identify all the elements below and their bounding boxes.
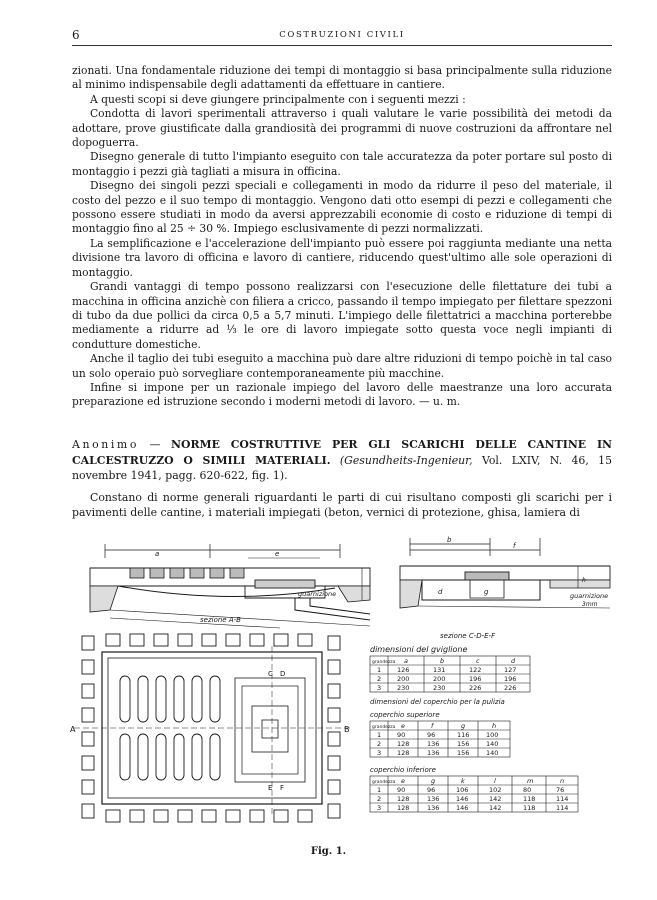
dim-label-b: b bbox=[447, 536, 452, 544]
dim-label-d: d bbox=[438, 588, 443, 596]
plan-label-a: A bbox=[70, 725, 76, 734]
table1-cell: 2 bbox=[377, 675, 382, 683]
table3-cell: 118 bbox=[523, 795, 536, 803]
paragraph: A questi scopi si deve giungere principalmente con i seguenti mezzi : bbox=[90, 92, 466, 106]
table2-header: g bbox=[461, 722, 466, 730]
table3-cell: 2 bbox=[377, 795, 382, 803]
table3-header: grandezza bbox=[372, 780, 396, 785]
figure-caption: Fig. 1. bbox=[310, 846, 347, 857]
table3-cell: 146 bbox=[456, 795, 469, 803]
paragraph: Grandi vantaggi di tempo possono realizzarsi con l'esecuzione delle filettature dei tubi a macchina in officina anzichè con filiera a cricco, passando il tempo impiegato per filettare spezzoni di tubo da due pollici da circa 0,5 a 5,7 minuti. L'impiego delle filettatrici a macchina porterebbe mediamente a ridurre ad ⅓ le ore di lavoro impiegate sotto questa voce negli impianti di condutture domestiche. bbox=[72, 280, 612, 351]
table1-header: a bbox=[404, 657, 408, 665]
table2-cell: 90 bbox=[397, 731, 406, 739]
body-text bbox=[72, 64, 612, 410]
table3-cell: 128 bbox=[397, 804, 410, 812]
dim-label-g: g bbox=[484, 588, 489, 596]
table3-cell: 146 bbox=[456, 804, 469, 812]
paragraph: Infine si impone per un razionale impiego del lavoro delle maestranze una loro accurata preparazione ed istruzione secondo i moderni metodi di lavoro. — u. m. bbox=[72, 380, 612, 409]
table1-header: b bbox=[440, 657, 445, 665]
plan-label-b: B bbox=[344, 725, 350, 734]
dim-label-a: a bbox=[155, 550, 160, 558]
table2-header: e bbox=[401, 722, 405, 730]
table3-cell: 136 bbox=[427, 795, 440, 803]
table3-cell: 114 bbox=[556, 795, 569, 803]
table1-cell: 196 bbox=[469, 675, 482, 683]
table1-cell: 226 bbox=[504, 684, 517, 692]
table1-header: grandezza bbox=[372, 660, 396, 665]
table1-cell: 200 bbox=[433, 675, 446, 683]
table3-header: e bbox=[401, 777, 405, 785]
page-header bbox=[72, 27, 612, 46]
table3-cell: 90 bbox=[397, 786, 406, 794]
table3-cell: 106 bbox=[456, 786, 469, 794]
paragraph: Disegno dei singoli pezzi speciali e collegamenti in modo da ridurre il peso del materiale, il costo del pezzo e il suo tempo di montaggio. Vengono dati otto esempi di pezzi e collegamenti che possono essere studiati in modo da aversi apprezzabili economie di costo e riduzione di tempi di montaggio fino al 25 ÷ 30 %. Impiego esclusivamente di pezzi normalizzati. bbox=[72, 179, 612, 236]
table1-cell: 3 bbox=[377, 684, 382, 692]
dim-label-h: h bbox=[582, 577, 586, 584]
table2-cell: 100 bbox=[486, 731, 499, 739]
table3-header: n bbox=[560, 777, 565, 785]
dimension-tables bbox=[370, 645, 578, 812]
table3-cell: 96 bbox=[427, 786, 436, 794]
table3-cell: 128 bbox=[397, 795, 410, 803]
table3-cell: 3 bbox=[377, 804, 382, 812]
table2-cell: 140 bbox=[486, 740, 499, 748]
table3-cell: 80 bbox=[523, 786, 532, 794]
table1-cell: 131 bbox=[433, 666, 446, 674]
paragraph: Disegno generale di tutto l'impianto eseguito con tale accuratezza da poter portare sul posto di montaggio i pezzi già tagliati a misura in officina. bbox=[72, 150, 612, 178]
table3-cell: 76 bbox=[556, 786, 565, 794]
table2-header: h bbox=[492, 722, 497, 730]
dim-label-f: f bbox=[513, 542, 516, 550]
table3-header: k bbox=[461, 777, 465, 785]
table3-cell: 142 bbox=[489, 795, 502, 803]
page-number: 6 bbox=[72, 28, 80, 42]
table2-header: f bbox=[431, 722, 434, 730]
table3-cell: 142 bbox=[489, 804, 502, 812]
table3-cell: 118 bbox=[523, 804, 536, 812]
table1-cell: 122 bbox=[469, 666, 482, 674]
running-title: COSTRUZIONI CIVILI bbox=[279, 30, 405, 40]
guarnizione-label-cdef: guarnizione bbox=[570, 592, 609, 600]
table2-cell: 128 bbox=[397, 749, 410, 757]
reference-author: Anonimo bbox=[72, 438, 140, 451]
technical-drawing bbox=[70, 528, 615, 828]
table2-cell: 3 bbox=[377, 749, 382, 757]
plan-label-c: C bbox=[268, 670, 273, 678]
guarnizione-label-ab: guarnizione bbox=[298, 590, 337, 598]
table1-cell: 127 bbox=[504, 666, 517, 674]
table2-header: grandezza bbox=[372, 725, 396, 730]
plan-label-e: E bbox=[268, 784, 273, 792]
reference-details: Vol. LXIV, N. 46, 15 novembre 1941, pagg. 620-622, fig. 1). bbox=[72, 453, 613, 482]
paragraph: zionati. Una fondamentale riduzione dei tempi di montaggio si basa principalmente sulla riduzione al minimo indispensabile degli adattamenti da effettuare in cantiere. bbox=[72, 64, 612, 92]
table1-title: dimensioni del gviglione bbox=[370, 645, 468, 654]
table1-cell: 230 bbox=[397, 684, 410, 692]
reference-title: NORME COSTRUTTIVE PER GLI SCARICHI DELLE CANTINE IN CALCESTRUZZO O SIMILI MATERIALI. bbox=[72, 438, 612, 467]
table1-cell: 226 bbox=[469, 684, 482, 692]
table3-cell: 102 bbox=[489, 786, 502, 794]
table3-cell: 114 bbox=[556, 804, 569, 812]
plan-label-d: D bbox=[280, 670, 286, 678]
reference-dash: — bbox=[139, 438, 172, 451]
table2-cell: 1 bbox=[377, 731, 382, 739]
table1-header: d bbox=[511, 657, 516, 665]
table2-cell: 116 bbox=[457, 731, 470, 739]
table2-cell: 156 bbox=[457, 740, 470, 748]
intro-text bbox=[72, 490, 612, 520]
table2-cell: 96 bbox=[427, 731, 436, 739]
table2-cell: 156 bbox=[457, 749, 470, 757]
paragraph: Anche il taglio dei tubi eseguito a macchina può dare altre riduzioni di tempo poichè in tal caso un solo operaio può sorvegliare contemporaneamente più macchine. bbox=[72, 352, 612, 380]
table3-header: g bbox=[431, 777, 436, 785]
section-ab-label: sezione A-B bbox=[200, 616, 241, 624]
paragraph: Constano di norme generali riguardanti le parti di cui risultano composti gli scarichi per i pavimenti delle cantine, i materiali impiegati (beton, vernici di protezione, ghisa, lamiera di bbox=[72, 491, 612, 520]
reference-entry bbox=[72, 437, 612, 484]
reference-journal: (Gesundheits-Ingenieur, bbox=[339, 453, 473, 467]
table3-cell: 136 bbox=[427, 804, 440, 812]
table2-title: dimensioni del coperchio per la pulizia bbox=[370, 698, 505, 706]
paragraph: La semplificazione e l'accelerazione dell'impianto può essere poi raggiunta mediante una netta divisione tra lavoro di officina e lavoro di cantiere, riducendo quest'ultimo alle sole operazioni di montaggio. bbox=[72, 236, 612, 279]
dim-label-e: e bbox=[275, 550, 280, 558]
table3-header: l bbox=[494, 777, 496, 785]
table2-cell: 128 bbox=[397, 740, 410, 748]
table3-header: m bbox=[527, 777, 534, 785]
table2-cell: 136 bbox=[427, 740, 440, 748]
table1-cell: 126 bbox=[397, 666, 410, 674]
table2-subtitle: coperchio superiore bbox=[370, 711, 440, 719]
table2-cell: 140 bbox=[486, 749, 499, 757]
plan-label-f: F bbox=[280, 784, 285, 792]
plan-view-drawing bbox=[74, 634, 350, 822]
table1-cell: 1 bbox=[377, 666, 382, 674]
table3-cell: 1 bbox=[377, 786, 382, 794]
guarnizione-thickness: 3mm bbox=[582, 601, 598, 608]
table3-title: coperchio inferiore bbox=[370, 766, 436, 774]
table1-cell: 230 bbox=[433, 684, 446, 692]
table1-cell: 200 bbox=[397, 675, 410, 683]
section-cdef-label: sezione C-D-E-F bbox=[440, 632, 496, 640]
table1-header: c bbox=[476, 657, 480, 665]
paragraph: Condotta di lavori sperimentali attraverso i quali valutare le varie possibilità dei metodi da adottare, prove giustificate dalla grandiosità dei programmi di nuove costruzioni da affrontare nel dopoguerra. bbox=[72, 107, 612, 150]
table2-cell: 136 bbox=[427, 749, 440, 757]
table2-cell: 2 bbox=[377, 740, 382, 748]
table1-cell: 196 bbox=[504, 675, 517, 683]
